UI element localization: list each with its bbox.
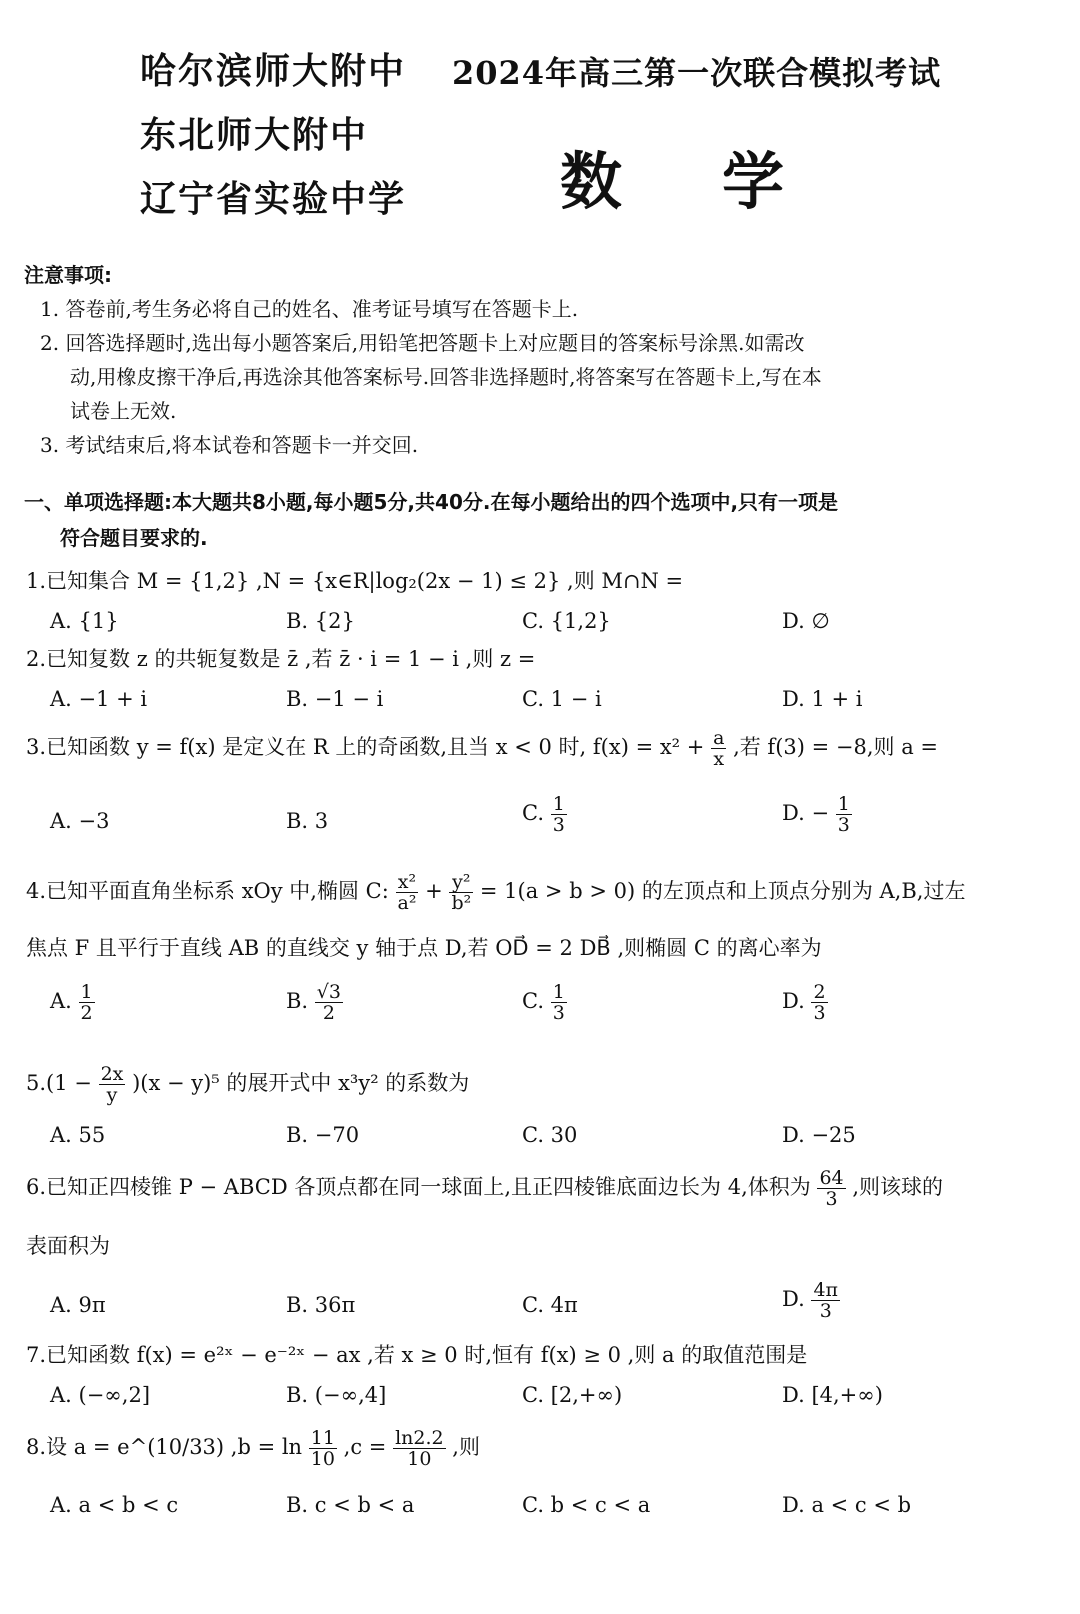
denominator: 2	[322, 1002, 335, 1024]
question-stem	[26, 728, 1066, 769]
option-b: B. {2}	[286, 609, 355, 633]
question-1	[26, 566, 1066, 633]
option-b: B. −70	[286, 1123, 360, 1147]
option-d: D. a < c < b	[782, 1493, 912, 1517]
option-d	[782, 1280, 840, 1321]
fraction	[393, 1428, 446, 1469]
question-stem: 2.已知复数 z 的共轭复数是 z̄ ,若 z̄ · i = 1 − i ,则 z =	[26, 647, 536, 671]
option-b: B. 3	[286, 809, 329, 833]
option-a: A. (−∞,2]	[50, 1383, 151, 1407]
option-b: B. c < b < a	[286, 1493, 415, 1517]
denominator: a²	[397, 892, 417, 914]
numerator: 4π	[813, 1279, 839, 1301]
option-a: A. {1}	[50, 609, 119, 633]
notes-block	[24, 258, 1064, 462]
fraction	[811, 1280, 840, 1321]
option-c	[522, 794, 567, 835]
plus-sign: +	[425, 879, 443, 903]
question-3	[26, 727, 1066, 836]
denominator: 3	[552, 1002, 565, 1024]
stem-part: ,c =	[343, 1435, 387, 1459]
stem-part: )(x − y)⁵ 的展开式中 x³y² 的系数为	[132, 1071, 470, 1095]
option-d	[782, 982, 828, 1023]
option-a: A. 9π	[50, 1293, 106, 1317]
school-name-3: 辽宁省实验中学	[140, 179, 407, 220]
numerator: 11	[310, 1427, 335, 1449]
option-d: D. [4,+∞)	[782, 1383, 883, 1407]
question-8	[26, 1427, 1066, 1517]
stem-part: = 1(a > b > 0) 的左顶点和上顶点分别为 A,B,过左	[479, 879, 966, 903]
stem-part: 3.已知函数 y = f(x) 是定义在 R 上的奇函数,且当 x < 0 时, f(x) = x² +	[26, 735, 705, 759]
fraction	[449, 872, 473, 913]
option-label: B.	[286, 989, 309, 1013]
denominator: 3	[837, 814, 850, 836]
stem-part: 5.(1 −	[26, 1071, 92, 1095]
option-a	[50, 982, 95, 1023]
numerator: √3	[316, 981, 341, 1003]
stem-part: 4.已知平面直角坐标系 xOy 中,椭圆 C:	[26, 879, 389, 903]
numerator: 1	[552, 981, 565, 1003]
fraction	[817, 1168, 845, 1209]
stem-part: ,则	[452, 1435, 480, 1459]
denominator: x	[713, 748, 725, 770]
denominator: 3	[813, 1002, 826, 1024]
numerator: 1	[80, 981, 93, 1003]
numerator: 2x	[100, 1063, 124, 1085]
denominator: 3	[825, 1188, 838, 1210]
option-b: B. −1 − i	[286, 687, 384, 711]
numerator: a	[713, 727, 725, 749]
denominator: 3	[819, 1300, 832, 1322]
question-stem	[26, 1064, 1066, 1105]
fraction	[551, 982, 567, 1023]
fraction	[99, 1064, 126, 1105]
question-2	[26, 644, 1066, 711]
option-label: D.	[782, 989, 805, 1013]
question-4	[26, 871, 1066, 1024]
denominator: 2	[80, 1002, 93, 1024]
school-names	[140, 40, 406, 232]
denominator: 10	[407, 1448, 432, 1470]
option-b: B. (−∞,4]	[286, 1383, 387, 1407]
numerator: 1	[552, 793, 565, 815]
option-c: C. 30	[522, 1123, 578, 1147]
option-d: D. 1 + i	[782, 687, 863, 711]
option-d: D. ∅	[782, 609, 830, 633]
numerator: 2	[813, 981, 826, 1003]
option-c: C. b < c < a	[522, 1493, 651, 1517]
fraction	[79, 982, 95, 1023]
denominator: 3	[552, 814, 565, 836]
fraction	[711, 728, 726, 769]
numerator: 1	[837, 793, 850, 815]
option-a: A. −1 + i	[50, 687, 148, 711]
option-c: C. [2,+∞)	[522, 1383, 623, 1407]
note-item: 1. 答卷前,考生务必将自己的姓名、准考证号填写在答题卡上.	[40, 297, 579, 321]
option-b	[286, 982, 343, 1023]
numerator: x²	[396, 872, 419, 893]
fraction	[309, 1428, 337, 1469]
stem-part: 6.已知正四棱锥 P − ABCD 各顶点都在同一球面上,且正四棱锥底面边长为 4,体积为	[26, 1175, 811, 1199]
numerator: 64	[819, 1167, 844, 1189]
question-stem: 1.已知集合 M = {1,2} ,N = {x∈R|log₂(2x − 1) ≤ 2} ,则 M∩N =	[26, 569, 684, 593]
option-a: A. −3	[50, 809, 110, 833]
section-line: 符合题目要求的.	[60, 526, 208, 550]
numerator: y²	[449, 872, 473, 893]
stem-part: 8.设 a = e^(10/33) ,b = ln	[26, 1435, 303, 1459]
question-stem-line2: 焦点 F 且平行于直线 AB 的直线交 y 轴于点 D,若 OD⃗ = 2 DB⃗ ,则椭圆 C 的离心率为	[26, 936, 822, 960]
question-6	[26, 1167, 1066, 1322]
stem-part: ,则该球的	[852, 1175, 943, 1199]
question-stem-line2: 表面积为	[26, 1234, 110, 1258]
option-label: C.	[522, 989, 544, 1013]
denominator: b²	[451, 892, 472, 914]
notes-title: 注意事项:	[24, 263, 112, 287]
section-line: 一、单项选择题:本大题共8小题,每小题5分,共40分.在每小题给出的四个选项中,只有一项是	[24, 490, 839, 514]
school-name-1: 哈尔滨师大附中	[140, 51, 407, 92]
denominator: y	[106, 1084, 118, 1106]
fraction	[396, 872, 419, 913]
option-a: A. 55	[50, 1123, 106, 1147]
option-label: D.	[782, 1287, 805, 1311]
fraction	[836, 794, 852, 835]
option-c	[522, 982, 567, 1023]
subject-title: 数学	[560, 145, 885, 218]
option-c: C. 4π	[522, 1293, 578, 1317]
numerator: ln2.2	[395, 1427, 444, 1449]
question-stem	[26, 1428, 1066, 1469]
section-heading	[24, 484, 1064, 556]
option-a: A. a < b < c	[50, 1493, 179, 1517]
school-name-2: 东北师大附中	[140, 115, 369, 156]
question-5	[26, 1063, 1066, 1147]
note-item: 3. 考试结束后,将本试卷和答题卡一并交回.	[40, 433, 419, 457]
fraction	[315, 982, 343, 1023]
note-item-continued: 动,用橡皮擦干净后,再选涂其他答案标号.回答非选择题时,将答案写在答题卡上,写在本	[70, 365, 822, 389]
note-item-continued: 试卷上无效.	[70, 399, 177, 423]
denominator: 10	[310, 1448, 335, 1470]
question-7	[26, 1340, 1066, 1407]
option-label: C.	[522, 801, 544, 825]
option-label: A.	[50, 989, 72, 1013]
note-item: 2. 回答选择题时,选出每小题答案后,用铅笔把答题卡上对应题目的答案标号涂黑.如需改	[40, 331, 805, 355]
question-stem: 7.已知函数 f(x) = e²ˣ − e⁻²ˣ − ax ,若 x ≥ 0 时,恒有 f(x) ≥ 0 ,则 a 的取值范围是	[26, 1343, 808, 1367]
option-c: C. 1 − i	[522, 687, 602, 711]
fraction	[811, 982, 827, 1023]
question-stem	[26, 872, 1066, 913]
option-d	[782, 794, 852, 835]
option-b: B. 36π	[286, 1293, 356, 1317]
exam-title: 2024年高三第一次联合模拟考试	[452, 54, 942, 92]
option-label: D. −	[782, 801, 830, 825]
stem-part: ,若 f(3) = −8,则 a =	[733, 735, 938, 759]
option-d: D. −25	[782, 1123, 856, 1147]
fraction	[551, 794, 567, 835]
option-c: C. {1,2}	[522, 609, 611, 633]
question-stem	[26, 1168, 1066, 1209]
